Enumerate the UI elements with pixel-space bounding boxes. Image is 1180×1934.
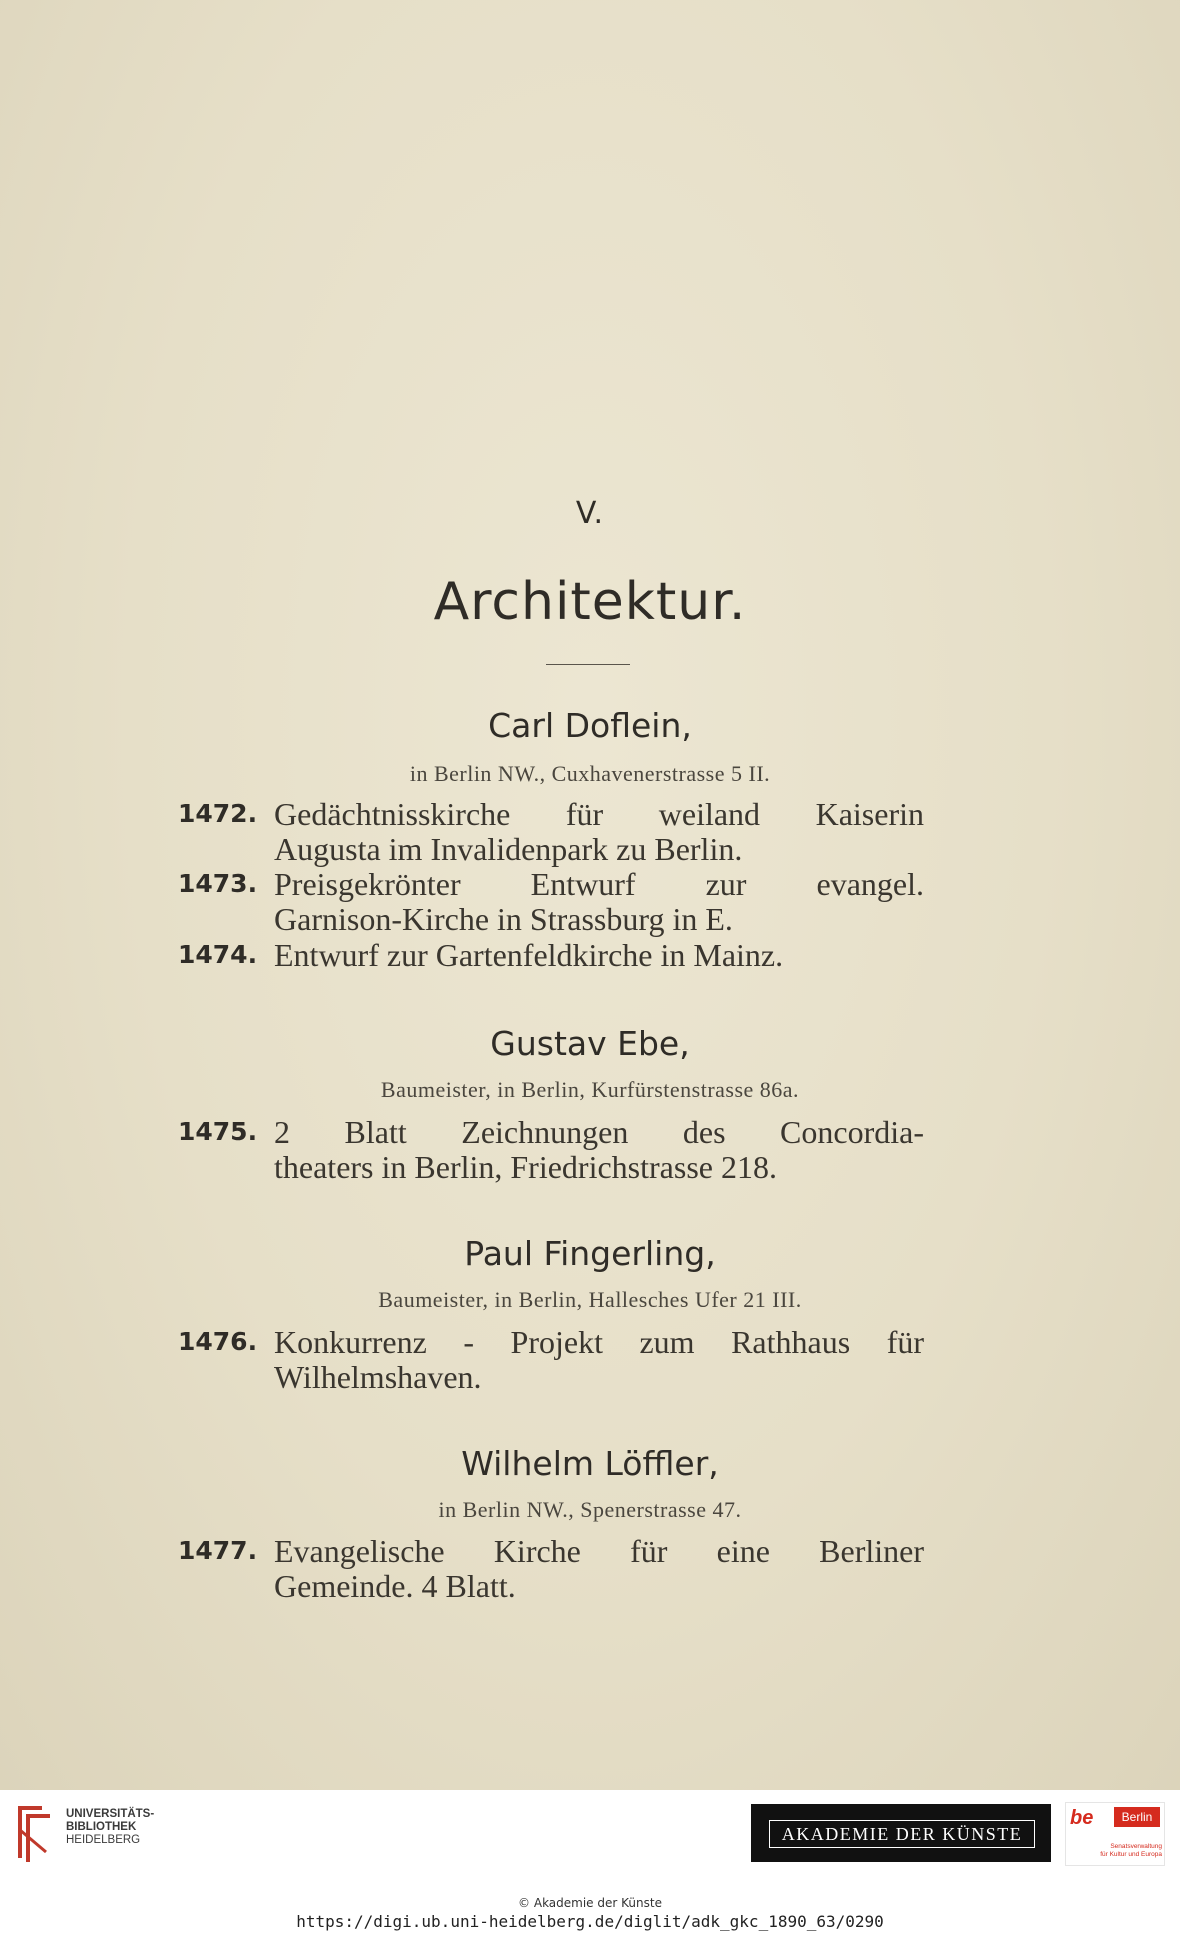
be-berlin-logo[interactable] [1065,1802,1165,1866]
artist-address: Baumeister, in Berlin, Kurfürstenstrasse 86a. [380,1077,800,1102]
artist-name: Wilhelm Löffler, [461,1444,719,1483]
entry-text-line: Garnison-Kirche in Strassburg in E. [274,901,733,937]
artist-name: Paul Fingerling, [464,1234,716,1273]
university-library-name [66,1808,154,1847]
entry-number: 1474. [178,940,258,969]
viewer-footer [0,1790,1180,1934]
be-logo-word: be [1070,1807,1094,1829]
entry-text-line: 2 Blatt Zeichnungen des Concordia- [274,1114,924,1150]
entry-text-line: Wilhelmshaven. [274,1359,482,1395]
entry-text-line: Augusta im Invalidenpark zu Berlin. [274,831,743,867]
library-name-line: HEIDELBERG [66,1834,141,1846]
entry-number: 1477. [178,1536,258,1565]
entry-text-line: Gemeinde. 4 Blatt. [274,1568,516,1604]
entry-text-line: Gedächtnisskirche für weiland Kaiserin [274,796,924,832]
artist-address: in Berlin NW., Cuxhavenerstrasse 5 II. [409,761,771,786]
entry-text-line: theaters in Berlin, Friedrichstrasse 218. [274,1149,777,1185]
berlin-badge: Berlin [1114,1807,1160,1827]
entry-number: 1473. [178,869,258,898]
entry-text-line: Evangelische Kirche für eine Berliner [274,1533,924,1569]
university-library-logo-icon[interactable] [12,1800,56,1866]
permalink-url[interactable]: https://digi.ub.uni-heidelberg.de/diglit/adk_gkc_1890_63/0290 [296,1912,884,1931]
artist-address: in Berlin NW., Spenerstrasse 47. [438,1497,742,1522]
entry-number: 1475. [178,1117,258,1146]
entry-number: 1476. [178,1327,258,1356]
copyright-notice: © Akademie der Künste [518,1896,662,1910]
entry-number: 1472. [178,799,258,828]
library-name-line: BIBLIOTHEK [66,1821,137,1833]
entry-text-line: Preisgekrönter Entwurf zur evangel. [274,866,924,902]
section-number: V. [575,496,605,531]
senate-line: Senatsverwaltung [1110,1843,1162,1850]
title-divider [546,664,630,665]
artist-name: Gustav Ebe, [490,1024,690,1063]
artist-name: Carl Doflein, [488,706,692,745]
akademie-logo[interactable] [751,1804,1051,1862]
library-name-line: UNIVERSITÄTS- [66,1808,155,1820]
section-title: Architektur. [433,572,747,632]
akademie-logo-label: AKADEMIE DER KÜNSTE [769,1820,1035,1848]
entry-text-line: Entwurf zur Gartenfeldkirche in Mainz. [274,937,784,973]
senate-line: für Kultur und Europa [1100,1851,1162,1858]
entry-text-line: Konkurrenz - Projekt zum Rathhaus für [274,1324,924,1360]
senate-department-text [1092,1843,1162,1859]
artist-address: Baumeister, in Berlin, Hallesches Ufer 21 III. [378,1287,802,1312]
